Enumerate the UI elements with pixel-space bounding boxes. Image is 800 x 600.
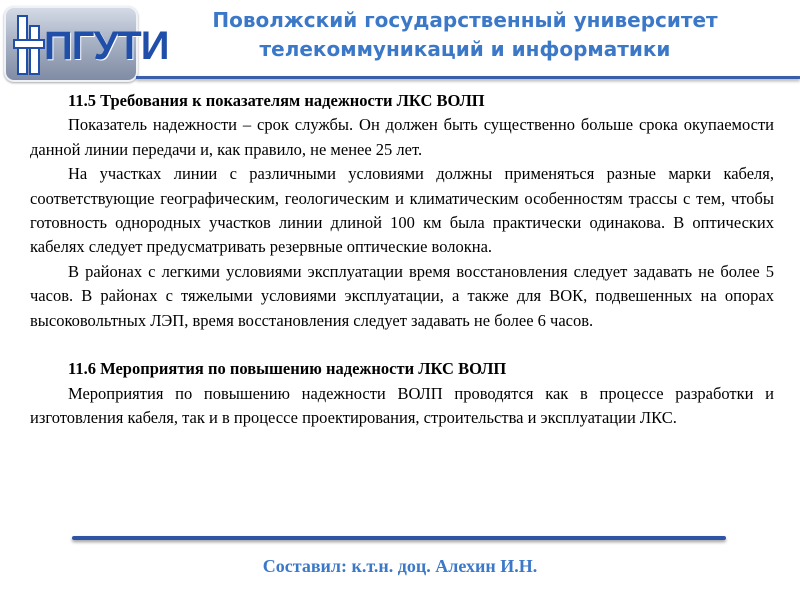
header-divider <box>136 76 800 79</box>
section-heading-11-5: 11.5 Требования к показателям надежности ЛКС ВОЛП <box>68 91 485 110</box>
paragraph: Мероприятия по повышению надежности ВОЛП проводятся как в процессе разработки и изготовления кабеля, так и в процессе проектирования, строительства и эксплуатации ЛКС. <box>30 383 774 428</box>
section-spacer <box>30 333 774 357</box>
university-logo <box>4 6 169 82</box>
logo-text: ПГУТИ <box>44 24 169 68</box>
footer-divider <box>72 536 726 540</box>
paragraph: На участках линии с различными условиями должны применяться разные марки кабеля, соответствующие географическим, геологическим и климатическим особенностям трассы с тем, чтобы готовность однородных участков линии длиной 100 км была практически одинакова. В оптических кабелях следует предусматривать резервные оптические волокна. <box>30 164 774 257</box>
section-heading-11-6: 11.6 Мероприятия по повышению надежности ЛКС ВОЛП <box>68 359 507 379</box>
header-line-1: Поволжский государственный университет <box>212 8 718 32</box>
paragraph: В районах с легкими условиями эксплуатации время восстановления следует задавать не более 5 часов. В районах с тяжелыми условиями эксплуатации, а также для ВОК, подвешенных на опорах высоковольтных ЛЭП, время восстановления следует задавать не более 6 часов. <box>30 261 774 330</box>
footer-author: Составил: к.т.н. доц. Алехин И.Н. <box>262 556 538 576</box>
header-line-2: телекоммуникаций и информатики <box>259 37 671 61</box>
main-content <box>30 89 774 431</box>
page-header <box>150 6 780 64</box>
paragraph: Показатель надежности – срок службы. Он должен быть существенно больше срока окупаемости данной линии передачи и, как правило, не менее 25 лет. <box>30 115 774 159</box>
